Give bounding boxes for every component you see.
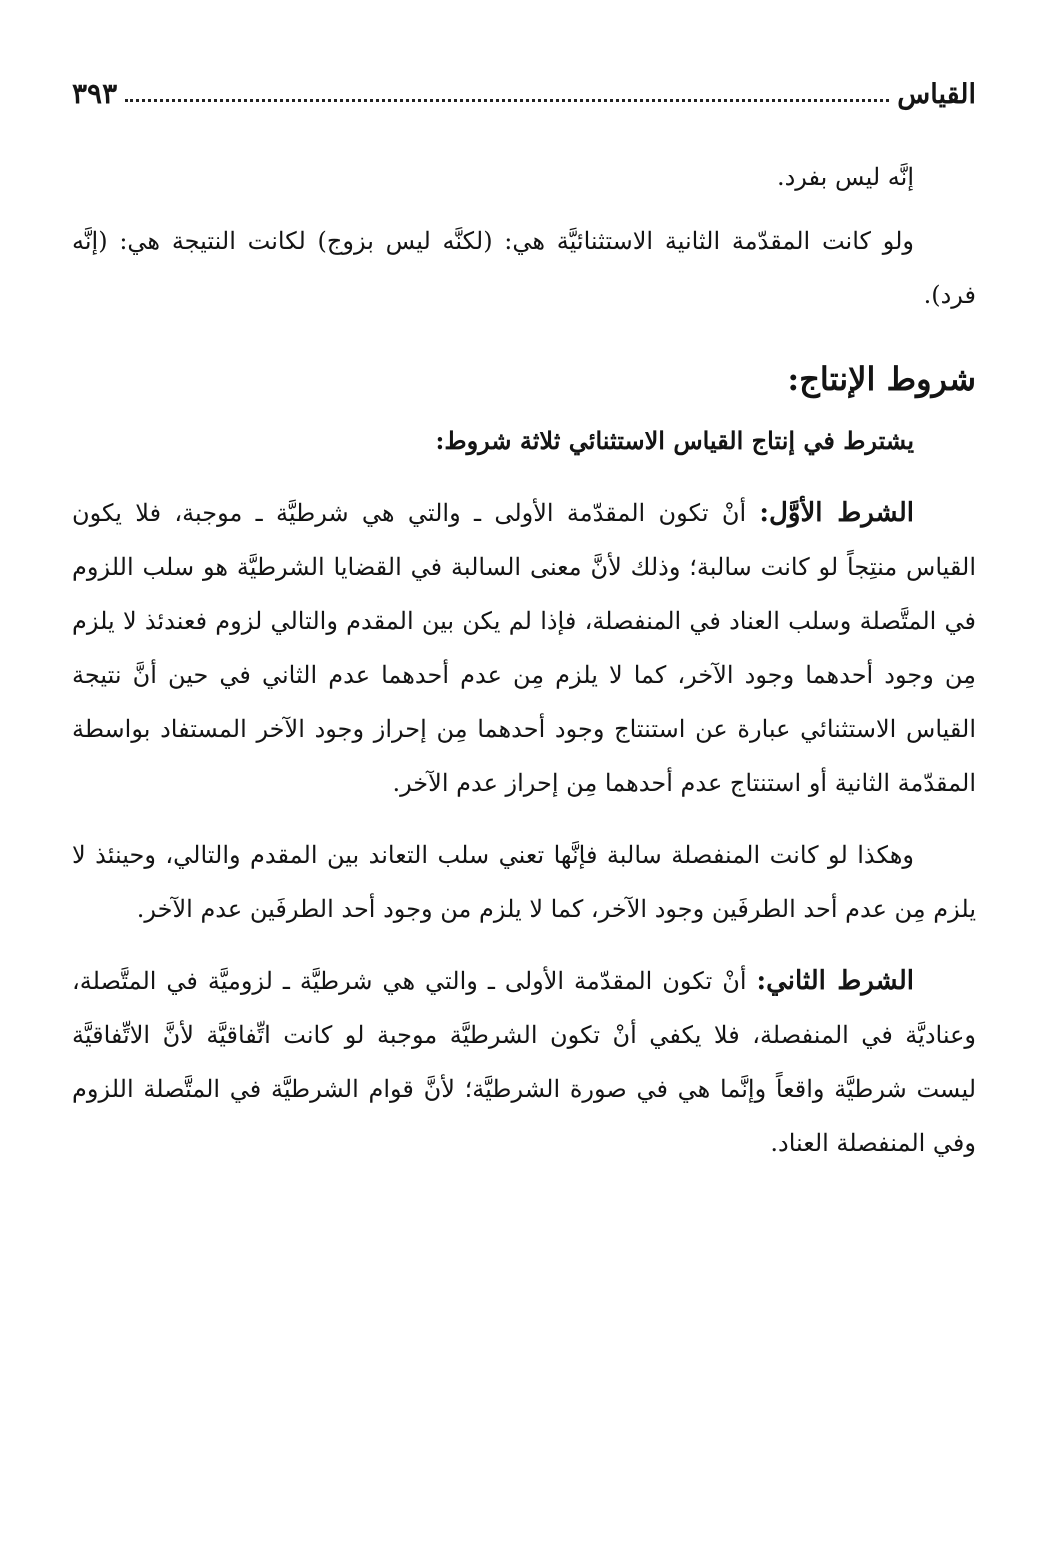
condition-two-text: أنْ تكون المقدّمة الأولى ـ والتي هي شرطيَّة ـ لزوميَّة في المتَّصلة، وعناديَّة في المنفصلة، فلا يكفي أنْ تكون الشرطيَّة موجبة لو كانت اتِّفاقيَّة لأنَّ الاتِّفاقيَّة ليست شرطيَّة واقعاً وإنَّما هي في صورة الشرطيَّة؛ لأنَّ قوام الشرطيَّة في المتَّصلة اللزوم وفي المنفصلة العناد. [72, 967, 976, 1157]
section-heading: شروط الإنتاج: [787, 360, 976, 398]
paragraph-continuation: إنَّه ليس بفرد. [776, 163, 914, 191]
page-number: ٣٩٣ [72, 77, 118, 110]
page-body [72, 150, 976, 1170]
paragraph-disjunctive-note: وهكذا لو كانت المنفصلة سالبة فإنَّها تعني سلب التعاند بين المقدم والتالي، وحينئذ لا يلزم مِن عدم أحد الطرفَين وجود الآخر، كما لا يلزم من وجود أحد الطرفَين عدم الآخر. [72, 841, 976, 923]
paragraph-condition-two [72, 954, 976, 1170]
condition-one-text: أنْ تكون المقدّمة الأولى ـ والتي هي شرطيَّة ـ موجبة، فلا يكون القياس منتِجاً لو كانت سالبة؛ وذلك لأنَّ معنى السالبة في القضايا الشرطيَّة هو سلب اللزوم في المتَّصلة وسلب العناد في المنفصلة، فإذا لم يكن بين المقدم والتالي لزوم فعندئذ لا يلزم مِن وجود أحدهما وجود الآخر، كما لا يلزم مِن عدم أحدهما عدم الثاني في حين أنَّ نتيجة القياس الاستثنائي عبارة عن استنتاج وجود أحدهما مِن إحراز وجود الآخر المستفاد بواسطة المقدّمة الثانية أو استنتاج عدم أحدهما مِن إحراز عدم الآخر. [72, 499, 976, 797]
header-dot-leader [125, 99, 889, 102]
paragraph-second-premise: ولو كانت المقدّمة الثانية الاستثنائيَّة هي: (لكنَّه ليس بزوج) لكانت النتيجة هي: (إنَّه فرد). [72, 227, 976, 309]
paragraph-condition-one [72, 486, 976, 810]
running-title: القياس [897, 79, 976, 110]
condition-two-term: الشرط الثاني: [756, 966, 914, 996]
section-intro: يشترط في إنتاج القياس الاستثنائي ثلاثة شروط: [435, 426, 914, 455]
page-header [72, 64, 976, 110]
condition-one-term: الشرط الأوَّل: [759, 498, 914, 528]
